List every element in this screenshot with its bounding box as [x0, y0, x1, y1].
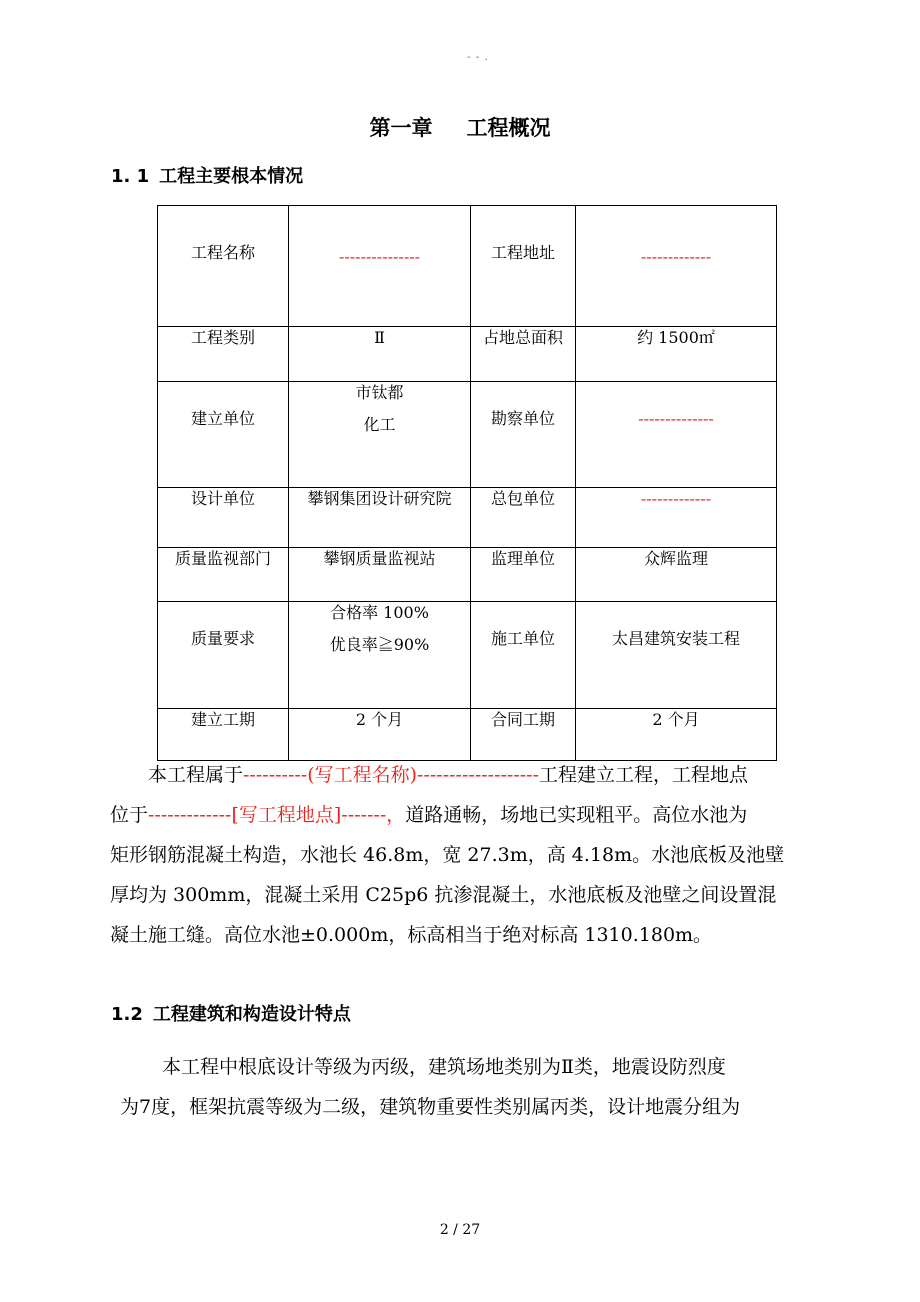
table-label: 施工单位	[490, 629, 555, 648]
table-value: 2 个月	[652, 710, 700, 729]
section-title: 工程主要根本情况	[159, 166, 304, 187]
table-value-cell	[289, 548, 471, 602]
table-label: 建立单位	[190, 409, 255, 428]
table-row	[158, 206, 777, 327]
table-row	[158, 548, 777, 602]
table-label-cell	[158, 602, 289, 709]
table-value: 化工	[363, 415, 396, 434]
table-label-cell	[471, 382, 576, 488]
table-value-cell	[289, 709, 471, 761]
table-value: ---------------	[338, 247, 421, 266]
table-label: 工程名称	[190, 243, 255, 262]
table-label-cell	[471, 327, 576, 382]
table-label: 总包单位	[490, 489, 555, 508]
table-label-cell	[158, 327, 289, 382]
page-number: 2 / 27	[439, 1222, 481, 1238]
table-value: 2 个月	[355, 710, 404, 729]
table-label: 合同工期	[490, 710, 555, 729]
table-row	[158, 327, 777, 382]
table-value-cell	[576, 548, 777, 602]
table-value: --------------	[638, 409, 714, 428]
table-value-cell	[576, 488, 777, 548]
table-value: 攀钢集团设计研究院	[307, 489, 452, 508]
paragraph-line: 位于-------------[写工程地点]-------，道路通畅，场地已实现粗平。高位水池为	[110, 804, 748, 826]
table-value-cell	[289, 382, 471, 488]
table-label-cell	[471, 602, 576, 709]
table-label: 勘察单位	[490, 409, 555, 428]
table-label: 工程地址	[490, 243, 555, 262]
table-value: 众辉监理	[643, 549, 708, 568]
placeholder-project-name: ----------(写工程名称)-------------------	[243, 764, 540, 786]
table-label: 设计单位	[190, 489, 255, 508]
project-description-paragraph	[110, 755, 825, 955]
section-title: 工程建筑和构造设计特点	[152, 1004, 351, 1025]
table-row	[158, 488, 777, 548]
table-value-cell	[576, 602, 777, 709]
table-label-cell	[158, 488, 289, 548]
chapter-number: 第一章	[369, 116, 433, 140]
table-label-cell	[158, 548, 289, 602]
table-label-cell	[158, 382, 289, 488]
chapter-title	[0, 112, 920, 142]
table-label-cell	[158, 709, 289, 761]
table-value-cell	[289, 488, 471, 548]
table-label: 占地总面积	[482, 328, 563, 347]
paragraph-line: 凝土施工缝。高位水池±0.000m，标高相当于绝对标高 1310.180m。	[110, 924, 713, 946]
table-value: 市钛都	[355, 383, 404, 402]
table-value: 优良率≧90%	[329, 635, 430, 654]
paragraph-line: 厚均为 300mm，混凝土采用 C25p6 抗渗混凝土，水池底板及池壁之间设置混	[110, 884, 777, 906]
table-value: 太昌建筑安装工程	[611, 629, 740, 648]
section-number: 1. 1	[111, 166, 150, 187]
table-label: 质量监视部门	[174, 549, 271, 568]
table-row	[158, 709, 777, 761]
table-value: 约 1500㎡	[637, 328, 715, 347]
table-label: 监理单位	[490, 549, 555, 568]
table-value-cell	[289, 327, 471, 382]
table-value-cell	[576, 327, 777, 382]
chapter-name: 工程概况	[466, 116, 551, 140]
table-value: -------------	[640, 247, 712, 266]
table-value: 攀钢质量监视站	[323, 549, 436, 568]
paragraph-line: 为7度，框架抗震等级为二级，建筑物重要性类别属丙类，设计地震分组为	[120, 1096, 741, 1118]
table-label: 质量要求	[190, 629, 255, 648]
table-value: 合格率 100%	[330, 603, 429, 622]
section-number: 1.2	[111, 1004, 143, 1025]
table-value-cell	[576, 709, 777, 761]
table-row	[158, 602, 777, 709]
table-label-cell	[471, 548, 576, 602]
project-info-table	[157, 205, 777, 761]
section-heading-1-1	[111, 162, 303, 188]
table-value-cell	[289, 602, 471, 709]
table-label-cell	[471, 206, 576, 327]
paragraph-line: 本工程属于----------(写工程名称)-------------------工程建立工程，工程地点	[148, 764, 749, 786]
paragraph-line: 矩形钢筋混凝土构造，水池长 46.8m，宽 27.3m，高 4.18m。水池底板及池壁	[110, 844, 785, 866]
table-row	[158, 382, 777, 488]
table-value: Ⅱ	[374, 328, 385, 347]
table-label: 建立工期	[190, 710, 255, 729]
table-label-cell	[471, 709, 576, 761]
paragraph-line: 本工程中根底设计等级为丙级，建筑场地类别为Ⅱ类，地震设防烈度	[162, 1056, 726, 1078]
table-label: 工程类别	[190, 328, 255, 347]
table-label-cell	[158, 206, 289, 327]
placeholder-project-location: -------------[写工程地点]-------，	[148, 804, 406, 826]
table-value-cell	[289, 206, 471, 327]
section-heading-1-2	[111, 1000, 351, 1026]
table-value-cell	[576, 206, 777, 327]
table-label-cell	[471, 488, 576, 548]
table-value-cell	[576, 382, 777, 488]
table-value: -------------	[640, 489, 712, 508]
page-header-mark: - - .	[467, 52, 489, 63]
design-features-paragraph	[110, 1047, 825, 1127]
